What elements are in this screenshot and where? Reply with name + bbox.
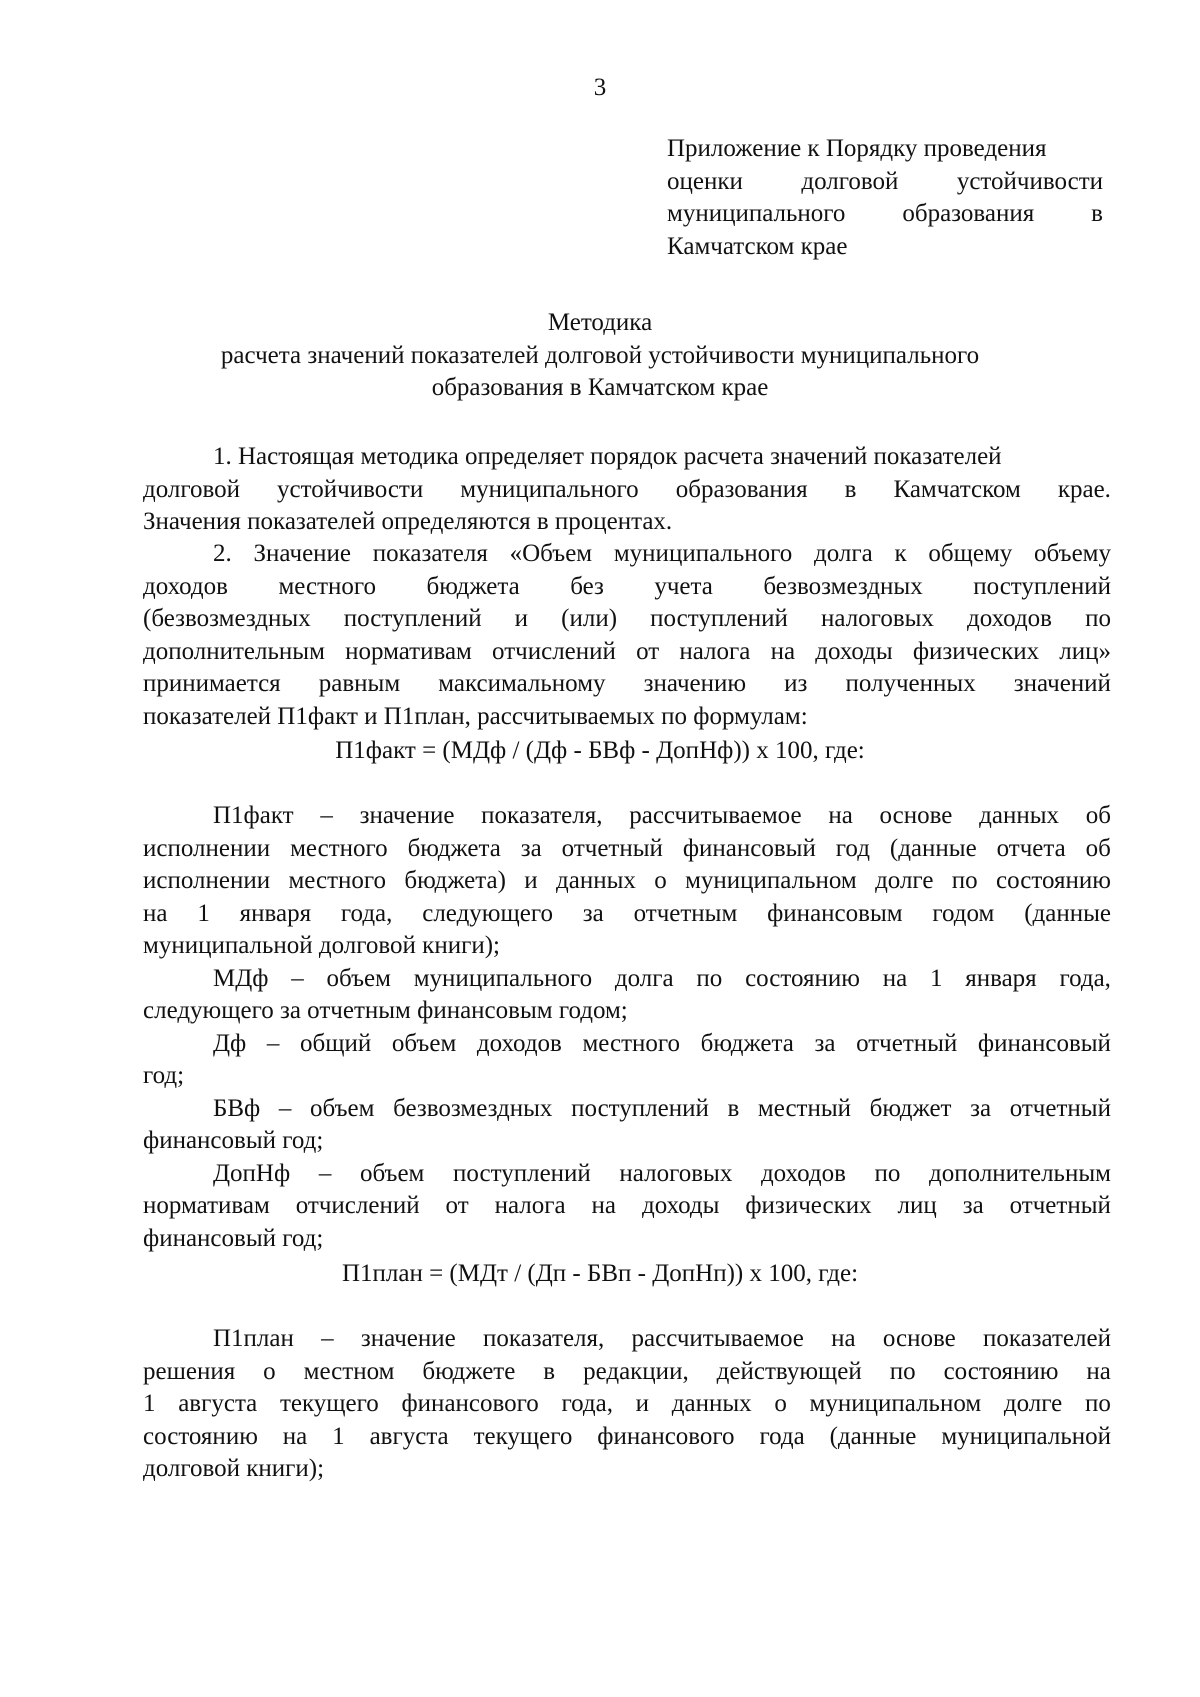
word: общему [928, 540, 1013, 567]
word: бюджета [700, 1029, 794, 1057]
word: состоянию [996, 867, 1111, 894]
word: доходов [476, 1029, 562, 1057]
definition-line [143, 1356, 1111, 1389]
word: данных [979, 802, 1060, 829]
word: доходов [967, 605, 1052, 632]
word: рассчитываемое [629, 802, 802, 829]
word: текущего [473, 1422, 573, 1450]
word: по [1084, 1390, 1111, 1417]
word: местного [278, 572, 377, 600]
word: поступлений [453, 1159, 591, 1187]
word: бюджета [407, 834, 501, 862]
word: (данные [1024, 899, 1111, 927]
word: 1 [332, 1422, 345, 1450]
word: отчетный [561, 834, 663, 862]
word: физических [745, 1192, 872, 1219]
word: и [635, 1390, 650, 1417]
word: налога [679, 637, 751, 665]
word: МДф [213, 964, 269, 992]
page-number: 3 [593, 74, 607, 101]
word: поступлений [343, 605, 482, 632]
word: отчетный [1009, 1094, 1111, 1122]
appendix-line [667, 198, 1103, 231]
word: бюджет [869, 1094, 952, 1122]
word: устойчивости [277, 475, 424, 503]
word: финансовый [977, 1029, 1111, 1057]
word: долге [1003, 1390, 1063, 1417]
word: безвозмездных [763, 572, 923, 600]
word: объему [1034, 540, 1111, 567]
word: данных [671, 1390, 752, 1417]
word: без [570, 572, 604, 600]
word: на [1086, 1357, 1111, 1385]
definition-line [143, 800, 1111, 833]
word: (данные [889, 834, 977, 862]
word: нормативам [345, 637, 472, 665]
word: значение [360, 1325, 456, 1352]
word: образования [902, 200, 1035, 227]
word: года, [561, 1390, 613, 1417]
word: учета [654, 572, 713, 600]
word: на [828, 802, 853, 829]
word: августа [178, 1390, 258, 1417]
word: к [894, 540, 907, 567]
word: ДопНф [213, 1159, 291, 1187]
paragraph-line [143, 538, 1111, 571]
word: состоянию [943, 1357, 1059, 1385]
word: местный [757, 1094, 852, 1122]
paragraph-line: 1. Настоящая методика определяет порядок расчета значений показателей [213, 443, 1002, 470]
word: устойчивости [956, 167, 1103, 195]
word: физических [912, 637, 1040, 665]
word: долге [875, 867, 934, 894]
word: объем [309, 1094, 375, 1122]
word: нормативам [143, 1192, 270, 1219]
appendix-line: Приложение к Порядку проведения [667, 135, 1047, 162]
word: значению [643, 670, 747, 697]
word: – [318, 1159, 332, 1187]
definition-line [143, 1093, 1111, 1126]
word: Значение [253, 540, 352, 567]
word: отчислений [295, 1192, 420, 1219]
paragraph-line [143, 571, 1111, 604]
word: на [882, 964, 908, 992]
word: год [835, 834, 870, 862]
word: муниципальном [685, 867, 857, 894]
word: поступлений [571, 1094, 709, 1122]
word: муниципального [460, 475, 639, 503]
word: действующей [716, 1357, 862, 1385]
paragraph-2 [143, 538, 1111, 733]
word: долга [814, 540, 873, 567]
word: данных [556, 867, 636, 894]
definition-line [143, 1323, 1111, 1356]
word: отчислений [492, 637, 616, 665]
definition-line: долговой книги); [143, 1455, 325, 1482]
word: из [784, 670, 808, 697]
word: января [239, 899, 312, 927]
word: БВф [213, 1094, 261, 1122]
word: лиц» [1059, 637, 1111, 665]
word: муниципального [413, 964, 593, 992]
word: за [962, 1192, 984, 1219]
word: от [636, 637, 660, 665]
word: по [951, 867, 978, 894]
word: объем [326, 964, 391, 992]
word: долговой [801, 167, 899, 195]
word: налога [494, 1192, 566, 1219]
word: доходов [143, 572, 228, 600]
word: полученных [845, 670, 976, 697]
paragraph-line [143, 636, 1111, 669]
word: по [874, 1159, 901, 1187]
definition-line: финансовый год; [143, 1127, 324, 1154]
word: образования [675, 475, 808, 503]
word: Камчатском [893, 475, 1021, 503]
word: за [520, 834, 542, 862]
word: по [696, 964, 723, 992]
word: доходы [815, 637, 893, 665]
word: бюджета [426, 572, 520, 600]
word: отчетный [856, 1029, 958, 1057]
word: местном [303, 1357, 395, 1385]
word: года, [340, 899, 393, 927]
word: в [543, 1357, 556, 1385]
word: Дф [213, 1029, 247, 1057]
paragraph-line [143, 474, 1111, 507]
definition-line [143, 865, 1111, 898]
formula-p1-plan: П1план = (МДт / (Дп - БВп - ДопНп)) x 100, где: [341, 1260, 859, 1287]
word: бюджете [422, 1357, 516, 1385]
word: исполнении [143, 834, 271, 862]
title-line-1: Методика [547, 309, 653, 336]
word: поступлений [650, 605, 788, 632]
word: в [844, 475, 857, 503]
word: основе [882, 1325, 956, 1352]
word: дополнительным [929, 1159, 1111, 1187]
word: о [774, 1390, 787, 1417]
definition-line [143, 833, 1111, 866]
word: (безвозмездных [143, 605, 311, 632]
definitions-plan [143, 1323, 1111, 1486]
word: рассчитываемое [631, 1325, 804, 1352]
word: о [654, 867, 667, 894]
word: и [524, 867, 538, 894]
word: 1 [929, 964, 943, 992]
word: – [266, 1029, 280, 1057]
word: максимальному [438, 670, 606, 697]
word: дополнительным [143, 637, 325, 665]
word: отчета [996, 834, 1066, 862]
word: показателя, [482, 1325, 605, 1352]
word: – [320, 802, 333, 829]
title-line-2: расчета значений показателей долговой устойчивости муниципального [220, 341, 980, 369]
word: редакции, [583, 1357, 689, 1385]
appendix-line [667, 166, 1103, 199]
definitions-fact [143, 800, 1111, 1255]
word: равным [318, 670, 401, 697]
word: – [278, 1094, 292, 1122]
word: об [1085, 834, 1111, 862]
word: на [831, 1325, 856, 1352]
definition-line [143, 1421, 1111, 1454]
word: отчетным [633, 899, 738, 927]
word: на [282, 1422, 308, 1450]
word: финансовым [767, 899, 903, 927]
word: 1 [143, 1390, 156, 1417]
word: по [1085, 605, 1111, 632]
word: августа [369, 1422, 449, 1450]
word: налоговых [619, 1159, 733, 1187]
word: муниципального [613, 540, 793, 567]
word: общий [299, 1029, 372, 1057]
word: за [814, 1029, 836, 1057]
word: доходы [641, 1192, 720, 1219]
formula-p1-fact: П1факт = (МДф / (Дф - БВф - ДопНф)) x 100, где: [335, 737, 865, 764]
word: года [759, 1422, 805, 1450]
word: года, [1059, 964, 1111, 992]
word: местного [290, 834, 388, 862]
word: января [965, 964, 1037, 992]
word: бюджета) [404, 867, 506, 894]
word: состоянию [745, 964, 860, 992]
word: от [445, 1192, 469, 1219]
word: муниципальном [809, 1390, 982, 1417]
definition-line: финансовый год; [143, 1224, 324, 1252]
definition-line [143, 1190, 1111, 1223]
paragraph-line: показателей П1факт и П1план, рассчитываемых по формулам: [143, 702, 808, 730]
word: на [591, 1192, 617, 1219]
paragraph-line: Значения показателей определяются в процентах. [143, 508, 673, 535]
word: крае. [1057, 475, 1111, 503]
word: объем [359, 1159, 425, 1187]
word: за [582, 899, 604, 927]
word: П1факт [213, 802, 294, 829]
word: годом [932, 899, 995, 927]
word: за [970, 1094, 992, 1122]
word: доходов [760, 1159, 846, 1187]
paragraph-line [143, 603, 1111, 636]
word: следующего [422, 899, 553, 927]
word: состоянию [143, 1422, 258, 1450]
word: и [514, 605, 529, 632]
word: поступлений [973, 572, 1111, 600]
word: 1 [197, 899, 210, 927]
appendix-header [667, 133, 1103, 263]
paragraph-1 [143, 441, 1111, 539]
word: о [263, 1357, 276, 1385]
definition-line: год; [143, 1062, 185, 1089]
word: (данные [829, 1422, 917, 1450]
definition-line: следующего за отчетным финансовым годом; [143, 997, 628, 1024]
word: налоговых [821, 605, 934, 632]
word: финансового [597, 1422, 735, 1450]
word: значений [1013, 670, 1111, 697]
word: исполнении [143, 867, 271, 894]
word: «Объем [509, 540, 593, 567]
word: долга [614, 964, 674, 992]
word: отчетный [1009, 1192, 1111, 1219]
word: текущего [279, 1390, 379, 1417]
word: 2. [213, 540, 232, 567]
word: местного [288, 867, 387, 894]
word: показателя, [481, 802, 603, 829]
word: финансового [401, 1390, 539, 1417]
definition-line [143, 1388, 1111, 1421]
word: объем [391, 1029, 457, 1057]
word: принимается [143, 670, 281, 697]
word: (или) [561, 605, 618, 632]
word: П1план [213, 1325, 294, 1352]
word: показателей [982, 1325, 1111, 1352]
word: об [1085, 802, 1111, 829]
word: на [143, 899, 168, 927]
word: значение [359, 802, 455, 829]
definition-line [143, 1158, 1111, 1191]
word: муниципального [667, 200, 846, 227]
word: безвозмездных [393, 1094, 553, 1122]
word: в [1091, 200, 1103, 227]
document-title [0, 307, 1200, 405]
word: показателя [372, 540, 488, 567]
word: местного [582, 1029, 681, 1057]
word: лиц [897, 1192, 937, 1219]
definition-line [143, 898, 1111, 931]
paragraph-line [143, 668, 1111, 701]
appendix-line: Камчатском крае [667, 232, 848, 260]
word: по [889, 1357, 916, 1385]
definition-line: муниципальной долговой книги); [143, 932, 500, 959]
word: финансовый [682, 834, 816, 862]
word: решения [143, 1357, 236, 1385]
title-line-3: образования в Камчатском крае [431, 374, 769, 401]
word: муниципальной [941, 1422, 1111, 1450]
word: на [770, 637, 796, 665]
definition-line [143, 1028, 1111, 1061]
word: оценки [667, 167, 743, 195]
word: долговой [143, 475, 241, 503]
word: основе [879, 802, 953, 829]
definition-line [143, 963, 1111, 996]
word: – [321, 1325, 334, 1352]
word: – [291, 964, 304, 992]
word: в [727, 1094, 740, 1122]
